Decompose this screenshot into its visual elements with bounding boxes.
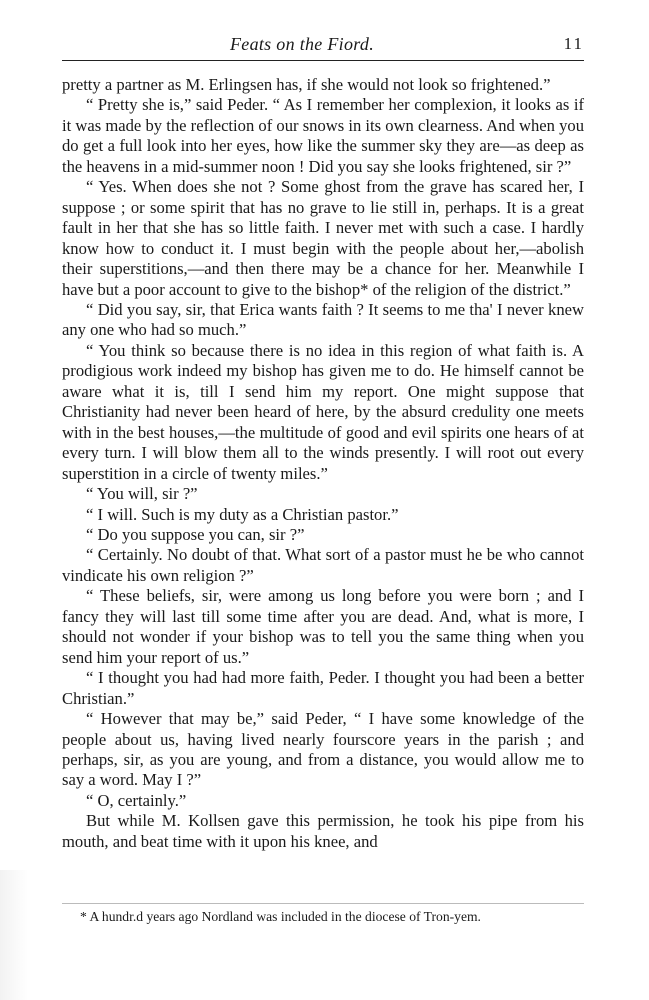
paragraph: “ I will. Such is my duty as a Christian pastor.” — [86, 504, 399, 524]
body-text — [62, 75, 584, 852]
paragraph: “ Do you suppose you can, sir ?” — [86, 524, 305, 544]
paragraph: “ Pretty she is,” said Peder. “ As I remember her complexion, it looks as if it was made by the reflection of our snows in its own clearness. And when you do get a full look into her eyes, how like the summer sky they are—as deep as the heavens in a mid-summer noon ! Did you say she looks frightened, sir ?” — [62, 95, 584, 176]
page-smudge — [0, 870, 28, 1000]
page-number: 11 — [563, 34, 584, 53]
paragraph: “ Certainly. No doubt of that. What sort of a pastor must he be who cannot vindicate his own religion ?” — [62, 545, 584, 585]
paragraph: “ These beliefs, sir, were among us long before you were born ; and I fancy they will last till some time after you are dead. And, what is more, I should not wonder if your bishop was to tell you the same thing when you send him your report of us.” — [62, 586, 584, 667]
paragraph: “ O, certainly.” — [86, 790, 187, 810]
running-title: Feats on the Fiord. — [230, 34, 375, 54]
paragraph: “ I thought you had had more faith, Peder. I thought you had been a better Christian.” — [62, 668, 584, 708]
book-page — [62, 32, 584, 852]
paragraph: But while M. Kollsen gave this permission, he took his pipe from his mouth, and beat time with it upon his knee, and — [62, 811, 584, 851]
paragraph: “ Yes. When does she not ? Some ghost from the grave has scared her, I suppose ; or some spirit that has no grave to lie still in, perhaps. It is a great fault in her that she has so little faith. I never met with such a case. I hardly know how to conduct it. I must begin with the people about her,—abolish their superstitions,—and then there may be a chance for her. Meanwhile I have but a poor account to give to the bishop* of the religion of the district.” — [62, 177, 584, 299]
paragraph: “ You will, sir ?” — [86, 484, 198, 504]
footnote-divider — [62, 903, 584, 904]
page-header — [62, 32, 584, 61]
footnote: * A hundr.d years ago Nordland was included in the diocese of Tron-yem. — [80, 909, 481, 924]
paragraph: pretty a partner as M. Erlingsen has, if she would not look so frightened.” — [62, 75, 551, 94]
paragraph: “ However that may be,” said Peder, “ I have some knowledge of the people about us, having lived nearly fourscore years in the parish ; and perhaps, sir, as you are young, and from a distance, you would allow me to say a word. May I ?” — [62, 709, 584, 790]
paragraph: “ You think so because there is no idea in this region of what faith is. A prodigious work indeed my bishop has given me to do. He himself cannot be aware what it is, till I send him my report. One might suppose that Christianity had never been heard of here, by the absurd credulity one meets with in the best houses,—the multitude of good and evil spirits one hears of at every turn. I will blow them all to the winds presently. I will root out every superstition in a circle of twenty miles.” — [62, 340, 584, 483]
paragraph: “ Did you say, sir, that Erica wants faith ? It seems to me tha' I never knew any one who had so much.” — [62, 299, 584, 340]
